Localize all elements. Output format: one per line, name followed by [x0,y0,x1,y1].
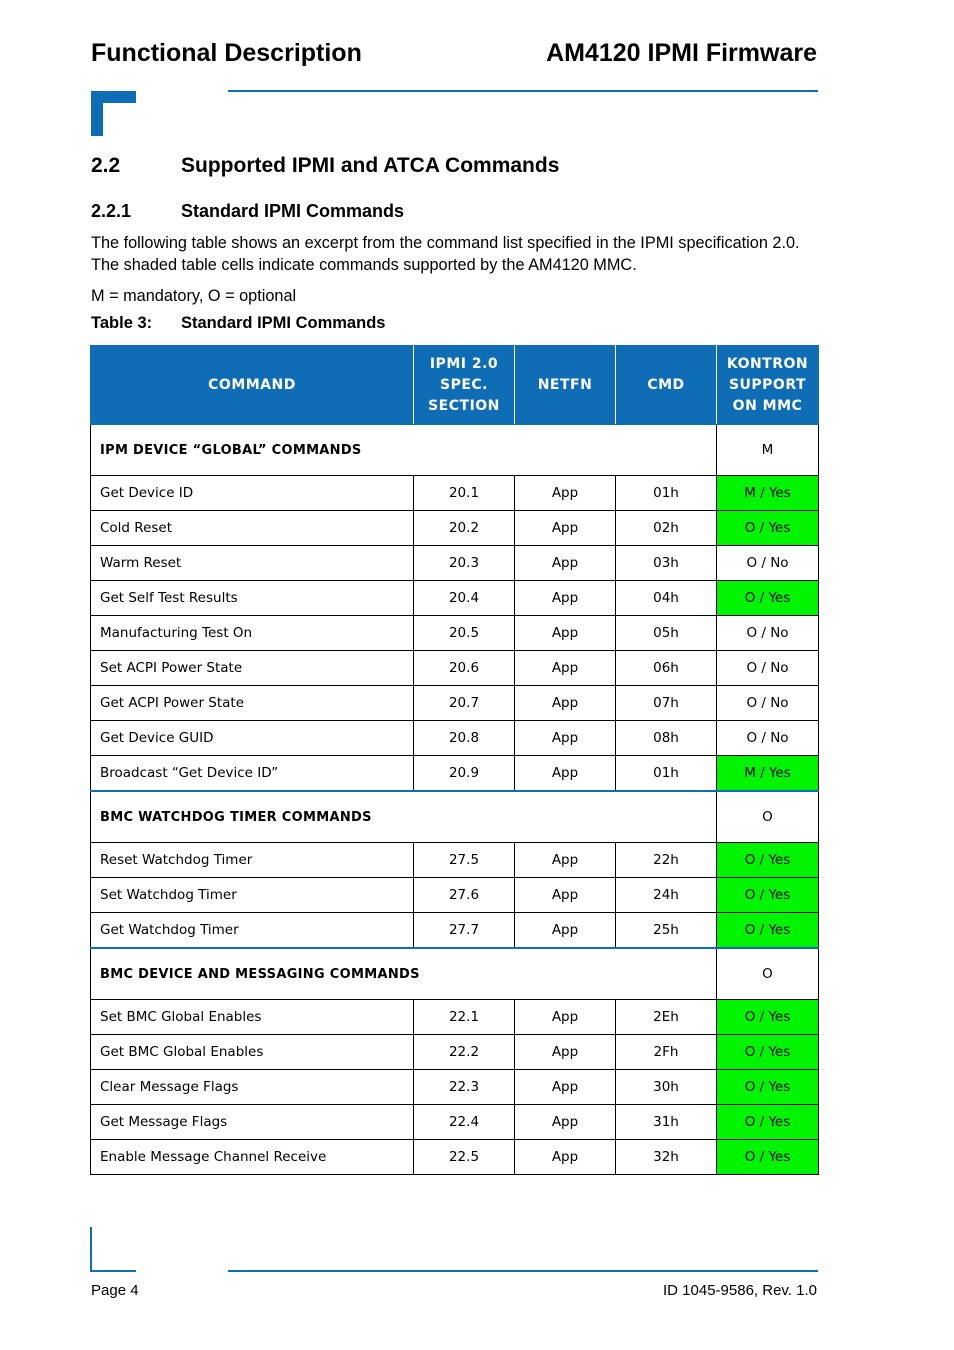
group-header-row [91,425,819,476]
subsection-title: Standard IPMI Commands [181,201,405,221]
spec-section-cell: 20.4 [414,581,515,616]
table-row [91,721,819,756]
table-row [91,616,819,651]
support-cell: O / Yes [717,581,819,616]
support-cell: M / Yes [717,476,819,511]
table-row [91,1070,819,1105]
table-row [91,843,819,878]
footer-rule [228,1270,818,1272]
group-requirement: O [717,791,819,843]
page-number: Page 4 [91,1282,139,1299]
support-cell: O / Yes [717,1000,819,1035]
netfn-cell: App [515,913,616,949]
command-name-cell: Clear Message Flags [91,1070,414,1105]
table-caption-title: Standard IPMI Commands [181,314,386,332]
netfn-cell: App [515,546,616,581]
spec-section-cell: 20.8 [414,721,515,756]
command-name-cell: Set BMC Global Enables [91,1000,414,1035]
command-name-cell: Get Device ID [91,476,414,511]
spec-section-cell: 20.3 [414,546,515,581]
group-header-row [91,791,819,843]
support-cell: O / No [717,651,819,686]
command-name-cell: Get ACPI Power State [91,686,414,721]
cmd-code-cell: 31h [616,1105,717,1140]
spec-section-cell: 20.7 [414,686,515,721]
netfn-cell: App [515,616,616,651]
netfn-cell: App [515,721,616,756]
col-header-cmd: CMD [616,346,717,425]
cmd-code-cell: 2Fh [616,1035,717,1070]
cmd-code-cell: 08h [616,721,717,756]
table-row [91,581,819,616]
support-cell: O / Yes [717,878,819,913]
group-requirement: O [717,948,819,1000]
command-name-cell: Get Device GUID [91,721,414,756]
table-row [91,546,819,581]
table-row [91,1035,819,1070]
cmd-code-cell: 06h [616,651,717,686]
cmd-code-cell: 2Eh [616,1000,717,1035]
command-name-cell: Set Watchdog Timer [91,878,414,913]
spec-section-cell: 22.3 [414,1070,515,1105]
cmd-code-cell: 03h [616,546,717,581]
subsection-heading [91,199,404,223]
command-name-cell: Get Watchdog Timer [91,913,414,949]
cmd-code-cell: 24h [616,878,717,913]
table-row [91,476,819,511]
cmd-code-cell: 32h [616,1140,717,1175]
table-caption-label: Table 3: [91,314,153,332]
command-name-cell: Reset Watchdog Timer [91,843,414,878]
header-rule [228,90,818,92]
cmd-code-cell: 02h [616,511,717,546]
command-name-cell: Get Self Test Results [91,581,414,616]
col-header-spec-section: IPMI 2.0 SPEC. SECTION [414,346,515,425]
subsection-number: 2.2.1 [91,201,132,221]
command-name-cell: Enable Message Channel Receive [91,1140,414,1175]
cmd-code-cell: 07h [616,686,717,721]
support-cell: M / Yes [717,756,819,792]
legend-text: M = mandatory, O = optional [91,287,297,305]
support-cell: O / Yes [717,1105,819,1140]
table-row [91,686,819,721]
table-body [91,425,819,1175]
table-row [91,1000,819,1035]
cmd-code-cell: 01h [616,476,717,511]
section-title: Supported IPMI and ATCA Commands [181,154,560,177]
section-heading [91,152,559,180]
col-header-netfn: NETFN [515,346,616,425]
support-cell: O / Yes [717,1140,819,1175]
netfn-cell: App [515,878,616,913]
netfn-cell: App [515,476,616,511]
command-name-cell: Set ACPI Power State [91,651,414,686]
spec-section-cell: 20.2 [414,511,515,546]
netfn-cell: App [515,581,616,616]
corner-bracket-icon [91,91,136,136]
command-name-cell: Manufacturing Test On [91,616,414,651]
spec-section-cell: 22.4 [414,1105,515,1140]
table-row [91,878,819,913]
spec-section-cell: 22.2 [414,1035,515,1070]
support-cell: O / No [717,686,819,721]
header-title-right: AM4120 IPMI Firmware [546,39,817,67]
netfn-cell: App [515,511,616,546]
cmd-code-cell: 25h [616,913,717,949]
col-header-command: COMMAND [91,346,414,425]
command-name-cell: Get Message Flags [91,1105,414,1140]
support-cell: O / Yes [717,1070,819,1105]
support-cell: O / No [717,616,819,651]
group-title: BMC WATCHDOG TIMER COMMANDS [91,791,717,843]
spec-section-cell: 20.5 [414,616,515,651]
support-cell: O / Yes [717,913,819,949]
netfn-cell: App [515,1000,616,1035]
support-cell: O / No [717,721,819,756]
group-header-row [91,948,819,1000]
cmd-code-cell: 01h [616,756,717,792]
spec-section-cell: 22.1 [414,1000,515,1035]
section-number: 2.2 [91,154,121,177]
group-title: BMC DEVICE AND MESSAGING COMMANDS [91,948,717,1000]
netfn-cell: App [515,651,616,686]
netfn-cell: App [515,843,616,878]
table-header-row [91,346,819,425]
command-name-cell: Warm Reset [91,546,414,581]
support-cell: O / Yes [717,511,819,546]
spec-section-cell: 20.1 [414,476,515,511]
spec-section-cell: 27.6 [414,878,515,913]
command-name-cell: Broadcast “Get Device ID” [91,756,414,792]
document-id: ID 1045-9586, Rev. 1.0 [663,1282,817,1299]
spec-section-cell: 27.5 [414,843,515,878]
table-row [91,913,819,949]
spec-section-cell: 20.6 [414,651,515,686]
support-cell: O / Yes [717,1035,819,1070]
intro-paragraph: The following table shows an excerpt from the command list specified in the IPMI specification 2.0. The shaded table cells indicate commands supported by the AM4120 MMC. [91,234,800,274]
spec-section-cell: 20.9 [414,756,515,792]
cmd-code-cell: 05h [616,616,717,651]
table-row [91,511,819,546]
cmd-code-cell: 22h [616,843,717,878]
table-row [91,651,819,686]
command-name-cell: Get BMC Global Enables [91,1035,414,1070]
group-title: IPM DEVICE “GLOBAL” COMMANDS [91,425,717,476]
header-title-left: Functional Description [91,39,362,67]
spec-section-cell: 22.5 [414,1140,515,1175]
table-caption [91,312,385,334]
cmd-code-cell: 04h [616,581,717,616]
footer-bracket-vertical [90,1227,92,1272]
commands-table [90,345,819,1175]
group-requirement: M [717,425,819,476]
netfn-cell: App [515,1105,616,1140]
table-row [91,756,819,792]
cmd-code-cell: 30h [616,1070,717,1105]
netfn-cell: App [515,1035,616,1070]
support-cell: O / No [717,546,819,581]
support-cell: O / Yes [717,843,819,878]
command-name-cell: Cold Reset [91,511,414,546]
footer-bracket-horizontal [90,1270,136,1272]
col-header-support: KONTRON SUPPORT ON MMC [717,346,819,425]
table-row [91,1140,819,1175]
spec-section-cell: 27.7 [414,913,515,949]
table-row [91,1105,819,1140]
netfn-cell: App [515,1070,616,1105]
netfn-cell: App [515,1140,616,1175]
netfn-cell: App [515,756,616,792]
netfn-cell: App [515,686,616,721]
